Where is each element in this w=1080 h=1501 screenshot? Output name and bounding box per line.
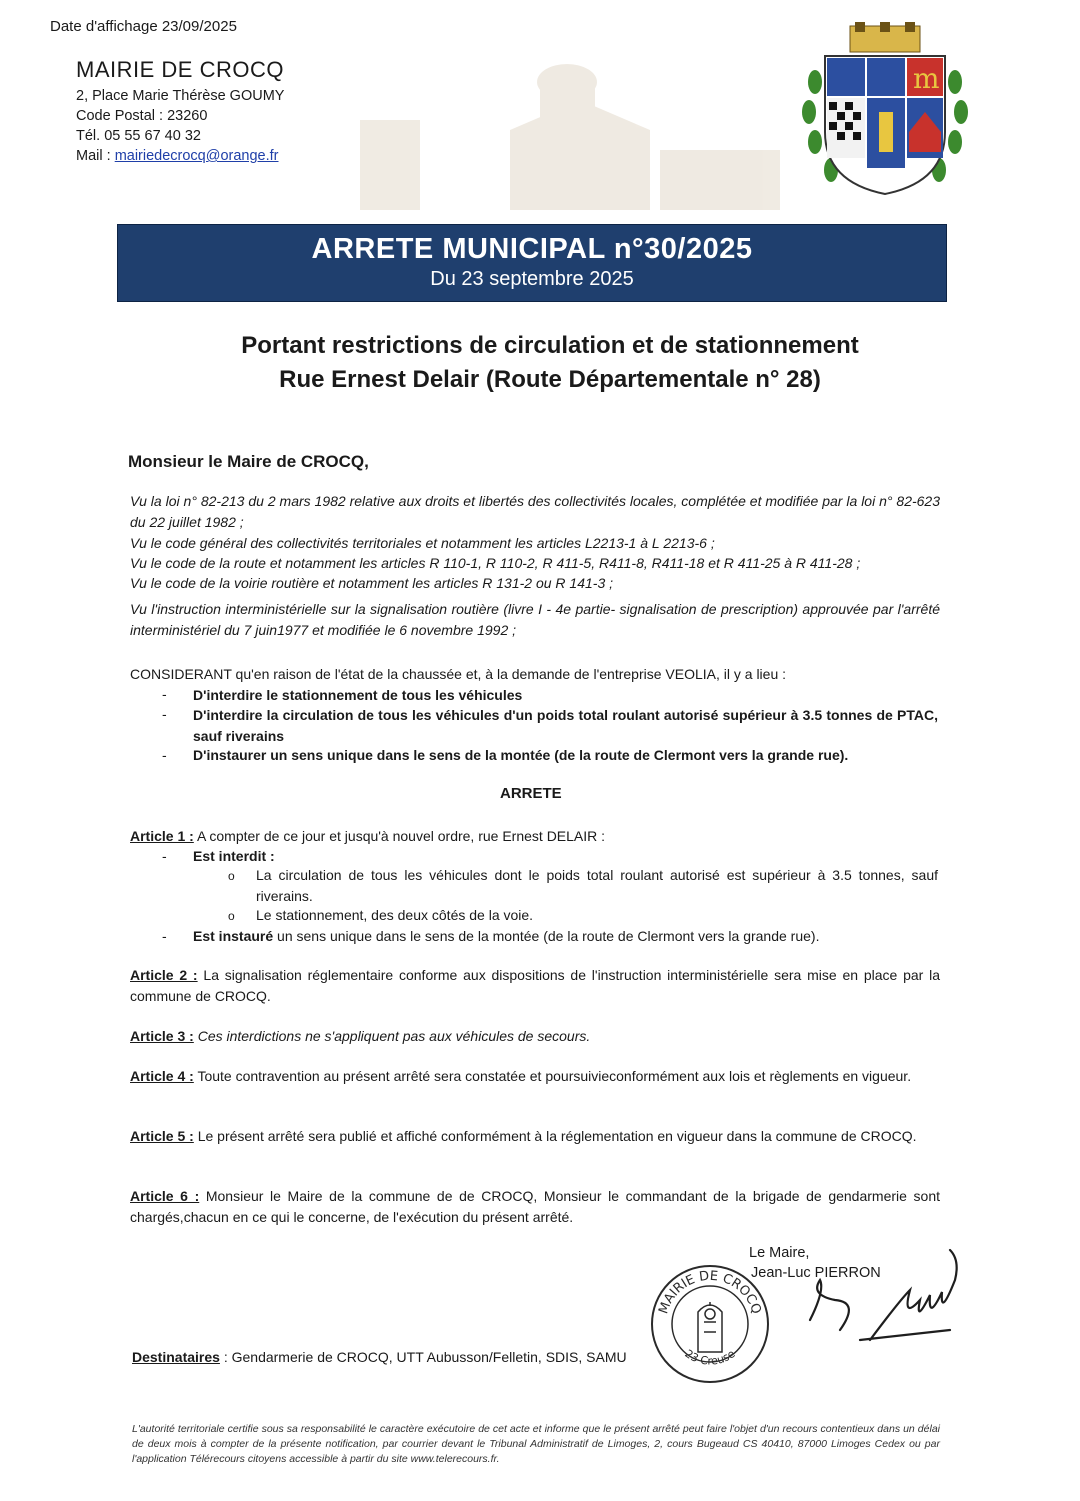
recipients [132,1347,692,1368]
title-banner [117,224,947,302]
article-1-extra [193,926,938,947]
decree-title: ARRETE MUNICIPAL n°30/2025 [311,233,753,265]
postal-code: Code Postal : 23260 [76,108,208,124]
considerant-item: D'instaurer un sens unique dans le sens de la montée (de la route de Clermont vers la grande rue). [193,747,849,763]
article-3 [130,1026,940,1047]
article-4 [130,1066,940,1087]
article-2 [130,965,940,1007]
svg-text:m: m [913,62,940,95]
article-label: Article 3 : [130,1028,194,1044]
article-text: La signalisation réglementaire conforme aux dispositions de l'instruction interministérielle sera mise en place par la commune de CROCQ. [130,967,941,1004]
article-text: Toute contravention au présent arrêté sera constatée et poursuivieconformément aux lois et règlements en vigueur. [197,1068,912,1084]
stamp-bottom-text: 23 Creuse [682,1347,738,1368]
article-1-sub-label: Est interdit : [193,848,275,864]
legal-footer: L'autorité territoriale certifie sous sa responsabilité le caractère exécutoire de cet acte et informe que le présent arrêté peut faire l'objet d'un recours contentieux dans un délai de deux mois à compter de la présente notification, par courrier devant le Tribunal Administratif de Limoges, 2, cours Bugeaud CS 40410, 87000 Limoges Cedex ou par l'application Télérecours citoyens accessible à partir du site www.telerecours.fr. [132,1423,940,1465]
decree-date: Du 23 septembre 2025 [430,268,634,290]
considerant-item: D'interdire la circulation de tous les véhicules d'un poids total roulant autorisé supérieur à 3.5 tonnes de PTAC, sauf riverains [193,707,938,744]
salutation: Monsieur le Maire de CROCQ, [128,452,369,471]
article-label: Article 6 : [130,1188,200,1204]
coat-of-arms-icon [795,22,975,202]
article-1-extra-text: un sens unique dans le sens de la montée (de la route de Clermont vers la grande rue). [277,928,820,944]
mayor-name: Jean-Luc PIERRON [751,1265,881,1281]
visa-vu: Vu [130,601,147,617]
visa-4 [130,573,940,594]
recipients-label: Destinataires [132,1349,220,1365]
visa-1 [130,491,940,533]
town-hall-name: MAIRIE DE CROCQ [76,57,284,82]
article-1-sub-item: La circulation de tous les véhicules dont le poids total roulant autorisé est supérieur à 3.5 tonnes, sauf riverains. [256,867,938,904]
visa-vu: Vu [130,535,147,551]
mail-line [76,146,279,166]
visa-text: le code de la voirie routière et notamment les articles R 131-2 ou R 141-3 ; [150,575,614,591]
stamp-top-text: MAIRIE DE CROCQ [656,1268,764,1316]
article-6 [130,1186,940,1228]
visa-vu: Vu [130,575,147,591]
considerant-intro: qu'en raison de l'état de la chaussée et, à la demande de l'entreprise VEOLIA, il y a lieu : [235,666,787,682]
visa-vu: Vu [130,493,147,509]
visa-2 [130,533,940,554]
article-text: Monsieur le Maire de la commune de de CROCQ, Monsieur le commandant de la brigade de gendarmerie sont chargés,chacun en ce qui le concerne, de l'exécution du présent arrêté. [130,1188,940,1225]
subject-line-2: Rue Ernest Delair (Route Départementale n° 28) [279,366,821,393]
visa-text: la loi n° 82-213 du 2 mars 1982 relative aux droits et libertés des collectivités locales, complétée et modifiée par la loi n° 82-623 du 22 juillet 1982 ; [130,493,941,530]
article-text: A compter de ce jour et jusqu'à nouvel ordre, rue Ernest DELAIR : [196,828,606,844]
article-label: Article 4 : [130,1068,194,1084]
handwritten-signature [790,1240,980,1350]
mail-label: Mail : [76,148,111,164]
visa-text: l'instruction interministérielle sur la signalisation routière (livre I - 4e partie- signalisation de prescription) approuvée par l'arrêté interministériel du 7 juin1977 et modifiée le 6 novembre 1992 ; [130,601,941,638]
visa-vu: Vu [130,555,147,571]
considerant-item: D'interdire le stationnement de tous les véhicules [193,687,523,703]
address-line: 2, Place Marie Thérèse GOUMY [76,88,285,104]
article-1 [130,826,940,847]
visa-text: le code général des collectivités territoriales et notamment les articles L2213-1 à L 2213-6 ; [150,535,715,551]
article-label: Article 5 : [130,1128,194,1144]
considerant [130,664,940,685]
article-5 [130,1126,940,1147]
article-text: Ces interdictions ne s'appliquent pas aux véhicules de secours. [197,1028,591,1044]
subject-line-1: Portant restrictions de circulation et de stationnement [241,332,859,359]
village-watermark [330,60,800,210]
article-1-extra-bold: Est instauré [193,928,274,944]
considerant-label: CONSIDERANT [130,666,232,682]
phone: Tél. 05 55 67 40 32 [76,128,201,144]
visa-3 [130,553,940,574]
arrete-heading: ARRETE [500,785,562,802]
article-1-sub-item: Le stationnement, des deux côtés de la voie. [256,907,534,923]
article-label: Article 1 : [130,828,194,844]
mayor-role: Le Maire, [749,1245,810,1261]
visa-5 [130,599,940,641]
article-text: Le présent arrêté sera publié et affiché conformément à la réglementation en vigueur dans la commune de CROCQ. [197,1128,917,1144]
article-label: Article 2 : [130,967,198,983]
recipients-text: : Gendarmerie de CROCQ, UTT Aubusson/Felletin, SDIS, SAMU [223,1349,627,1365]
mail-link[interactable]: mairiedecrocq@orange.fr [114,148,279,164]
posting-date: Date d'affichage 23/09/2025 [50,18,237,35]
visa-text: le code de la route et notamment les articles R 110-1, R 110-2, R 411-5, R411-8, R411-18 et R 411-25 à R 411-28 ; [150,555,861,571]
